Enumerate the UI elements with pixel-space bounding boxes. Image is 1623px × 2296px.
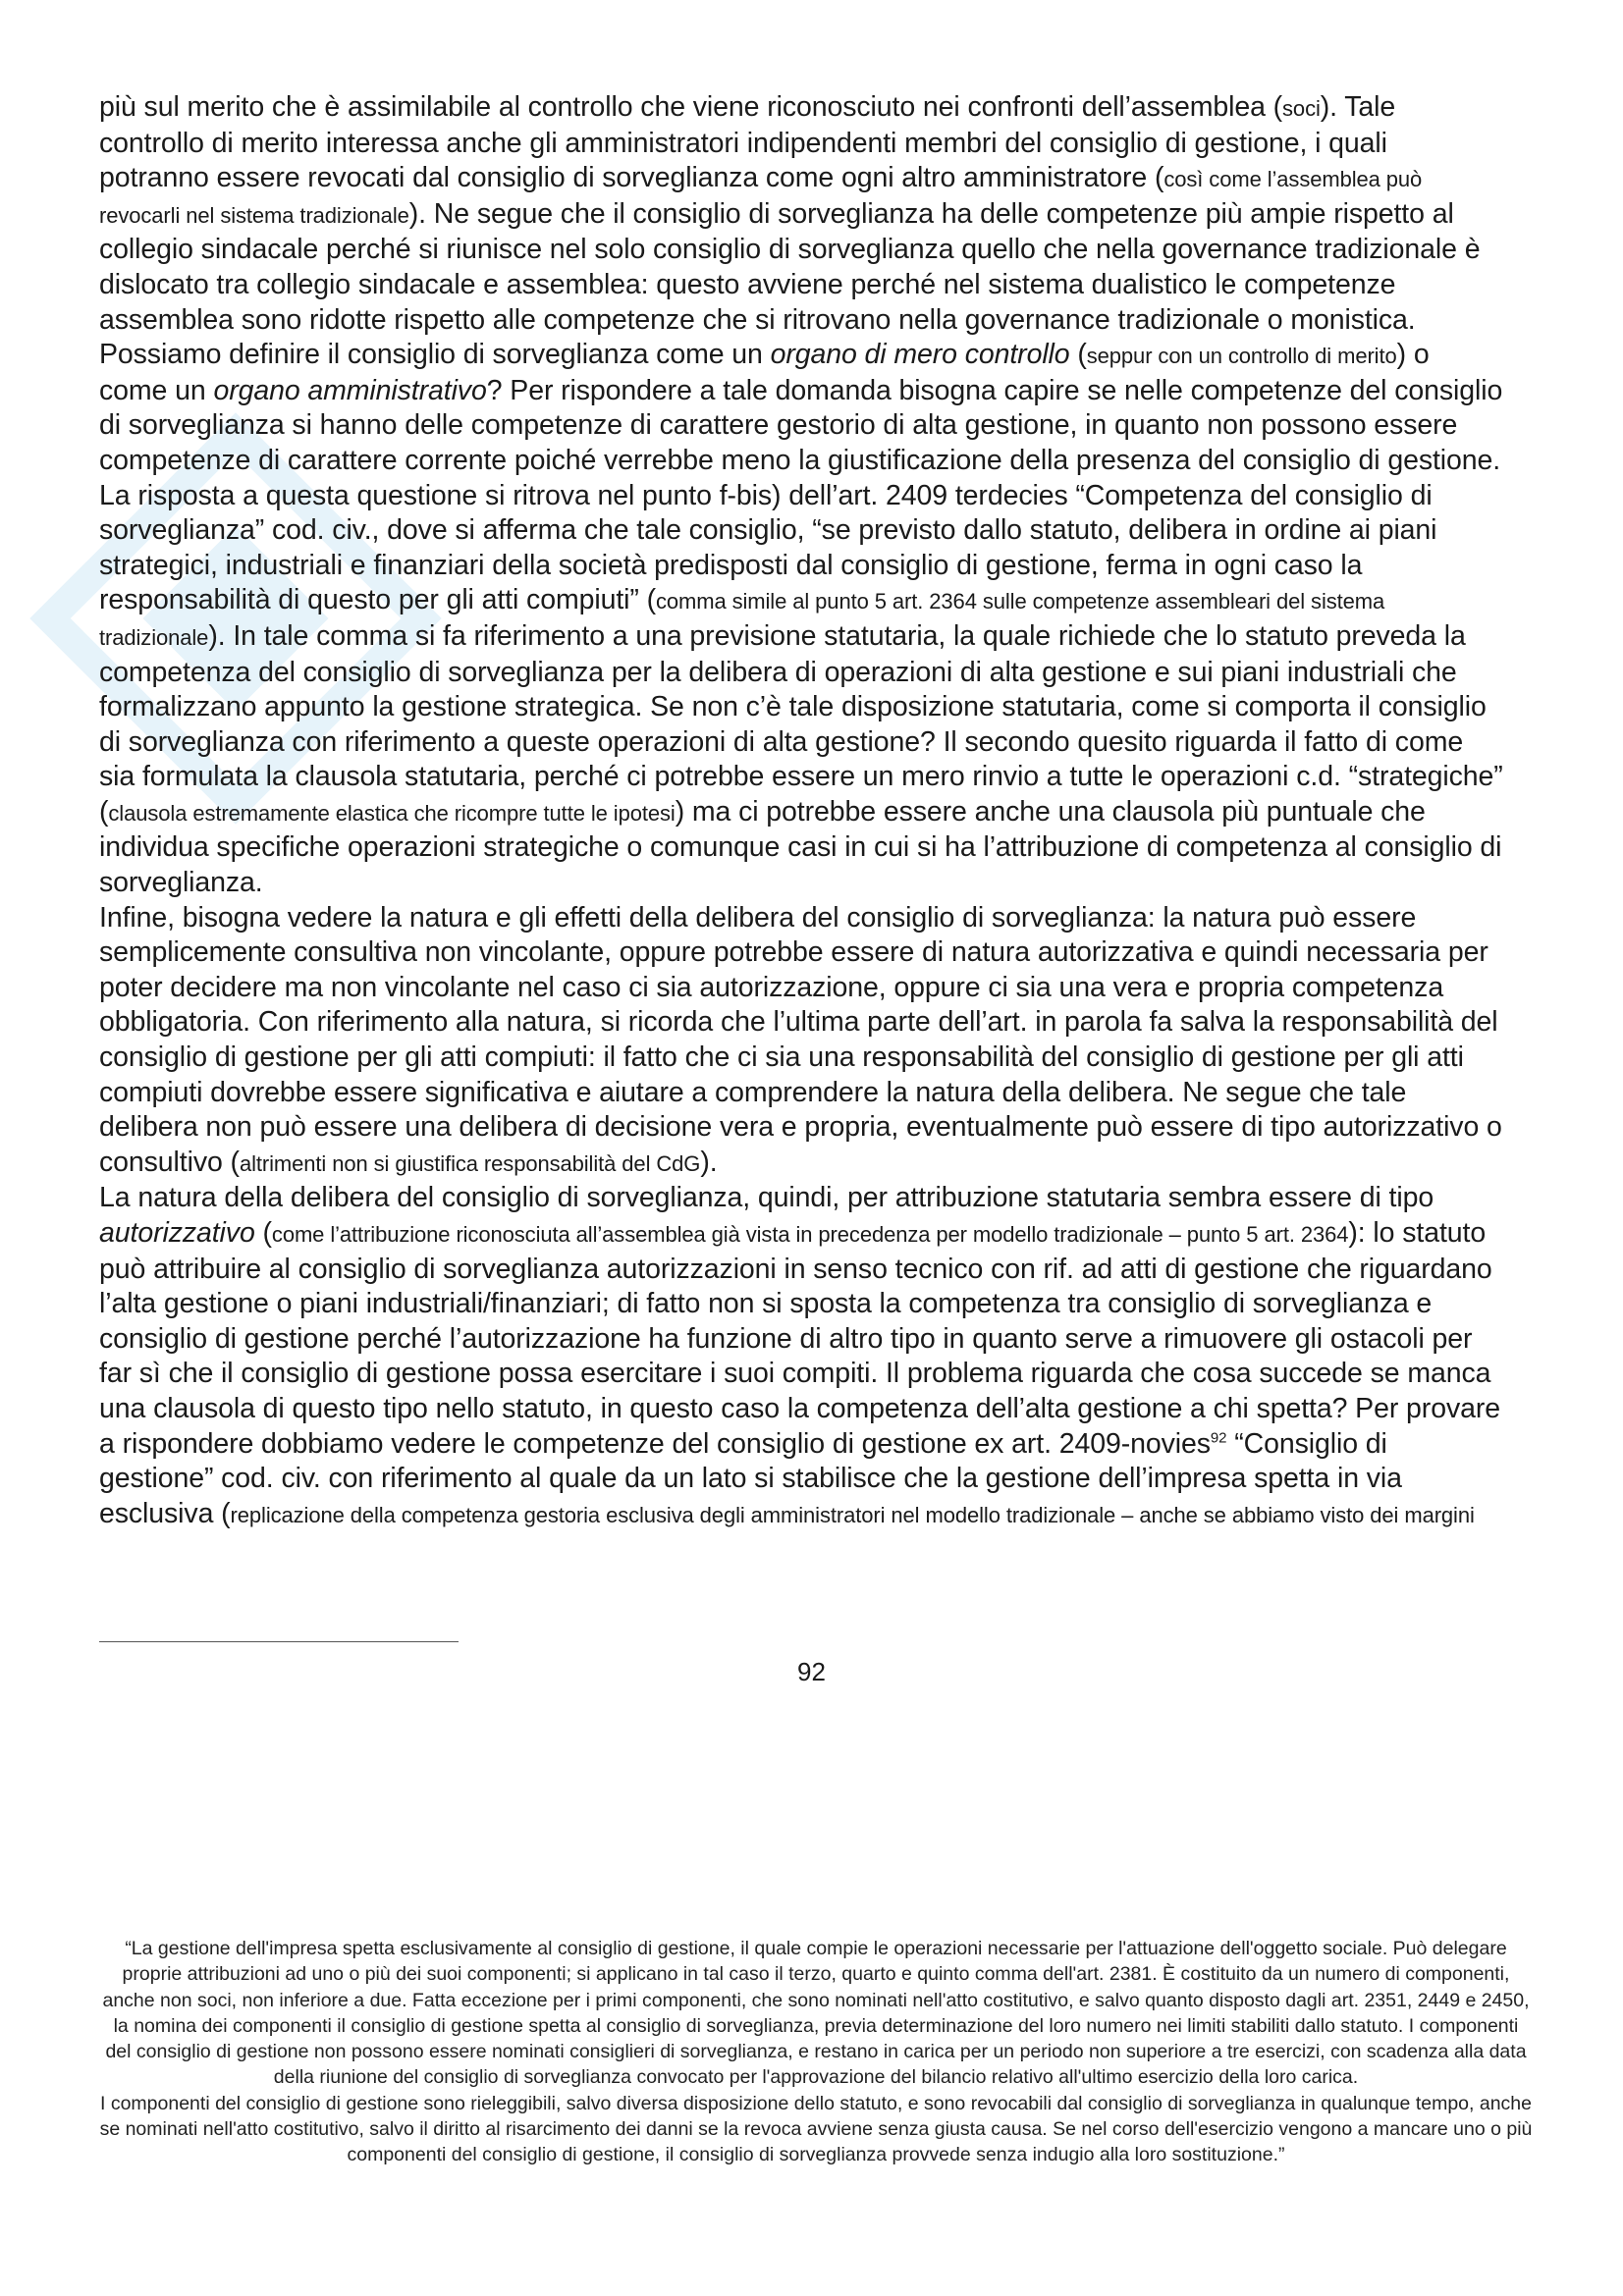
page-number: 92	[797, 1657, 826, 1686]
text-run: La risposta a questa questione si ritrova nel punto f-bis) dell’art. 2409 terdecies “Competenza del consiglio di sorveglianza” cod. civ., dove si afferma che tale consiglio, “se previsto dallo statuto, delibera in ordine ai piani strategici, industriali e finanziari della società predisposti dal consiglio di gestione, ferma in ogni caso la responsabilità di questo per gli atti compiuti” (	[99, 479, 1437, 616]
text-run: ) ma ci potrebbe essere anche una clausola più puntuale che individua specifiche operazioni strategiche o comunque casi in cui si ha l’attribuzione di competenza al consiglio di sorveglianza.	[99, 795, 1502, 899]
text-run: Possiamo definire il consiglio di sorveglianza come un	[99, 339, 771, 371]
text-run: ? Per rispondere a tale domanda bisogna capire se nelle competenze del consiglio di sorveglianza si hanno delle competenze di carattere gestorio di alta gestione, in quanto non possono essere competenze di carattere corrente poiché verrebbe meno la giustificazione della presenza del consiglio di gestione.	[99, 374, 1503, 476]
paragraph	[99, 1181, 1503, 1532]
text-run: ): lo statuto può attribuire al consiglio di sorveglianza autorizzazioni in senso tecnico con rif. ad atti di gestione che riguardano l’alta gestione o piani industriali/finanziari; di fatto non si sposta la competenza tra consiglio di sorveglianza e consiglio di gestione perché l’autorizzazione ha funzione di altro tipo in quanto serve a rimuovere gli ostacoli per far sì che il consiglio di gestione possa esercitare i suoi compiti. Il problema riguarda che cosa succede se manca una clausola di questo tipo nello statuto, in questo caso la competenza dell’alta gestione a chi spetta? Per provare a rispondere dobbiamo vedere le competenze del consiglio di gestione ex art. 2409-novies	[99, 1217, 1500, 1460]
text-run: (	[1069, 339, 1087, 371]
parenthetical-run: altrimenti non si giustifica responsabilità del CdG	[239, 1150, 701, 1176]
parenthetical-run: soci	[1282, 96, 1321, 121]
text-run: ). Ne segue che il consiglio di sorveglianza ha delle competenze più ampie rispetto al collegio sindacale perché si riunisce nel solo consiglio di sorveglianza quello che nella governance tradizionale è dislocato tra collegio sindacale e assemblea: questo avviene perché nel sistema dualistico le competenze assemblea sono ridotte rispetto alle competenze che si ritrovano nella governance tradizionale o monistica.	[99, 197, 1481, 336]
paragraph	[99, 479, 1503, 901]
text-run: ). Tale controllo di merito interessa anche gli amministratori indipendenti membri del consiglio di gestione, i quali potranno essere revocati dal consiglio di sorveglianza come ogni altro amministratore (	[99, 91, 1396, 194]
footnote-paragraph: “La gestione dell'impresa spetta esclusivamente al consiglio di gestione, il quale compie le operazioni necessarie per l'attuazione dell'oggetto sociale. Può delegare proprie attribuzioni ad uno o più dei suoi componenti; si applicano in tal caso il terzo, quarto e quinto comma dell'art. 2381. È costituito da un numero di componenti, anche non soci, non inferiore a due. Fatta eccezione per i primi componenti, che sono nominati nell'atto costitutivo, e salvo quanto disposto dagli art. 2351, 2449 e 2450, la nomina dei componenti il consiglio di gestione spetta al consiglio di sorveglianza, previa determinazione del loro numero nei limiti stabiliti dallo statuto. I componenti del consiglio di gestione non possono essere nominati consiglieri di sorveglianza, e restano in carica per un periodo non superiore a tre esercizi, con scadenza alla data della riunione del consiglio di sorveglianza convocato per l'approvazione del bilancio relativo all'ultimo esercizio della loro carica.	[102, 1938, 1530, 2089]
footnote	[99, 1936, 1533, 2168]
footnote-separator	[99, 1641, 459, 1642]
italic-run: organo di mero controllo	[770, 339, 1070, 371]
text-run: La natura della delibera del consiglio di sorveglianza, quindi, per attribuzione statutaria sembra essere di tipo	[99, 1182, 1434, 1214]
parenthetical-run: così come l’assemblea può revocarli nel sistema tradizionale	[99, 167, 1423, 228]
paragraph	[99, 901, 1503, 1182]
italic-run: organo amministrativo	[213, 374, 487, 406]
footnote-ref: 92	[1210, 1429, 1227, 1447]
italic-run: autorizzativo	[99, 1217, 255, 1249]
footnote-paragraph: I componenti del consiglio di gestione sono rieleggibili, salvo diversa disposizione dello statuto, e sono revocabili dal consiglio di sorveglianza in qualunque tempo, anche se nominati nell'atto costitutivo, salvo il diritto al risarcimento dei danni se la revoca avviene senza giusta causa. Se nel corso dell'esercizio vengono a mancare uno o più componenti del consiglio di gestione, il consiglio di sorveglianza provvede senza indugio alla loro sostituzione.”	[99, 2092, 1533, 2166]
text-run: ).	[700, 1146, 718, 1178]
paragraph	[99, 338, 1503, 478]
parenthetical-run: seppur con un controllo di merito	[1086, 344, 1397, 369]
parenthetical-run: clausola estremamente elastica che ricompre tutte le ipotesi	[108, 800, 676, 826]
text-run: Infine, bisogna vedere la natura e gli effetti della delibera del consiglio di sorveglianza: la natura può essere semplicemente consultiva non vincolante, oppure potrebbe essere di natura autorizzativa e quindi necessaria per poter decidere ma non vincolante nel caso ci sia autorizzazione, oppure ci sia una vera e propria competenza obbligatoria. Con riferimento alla natura, si ricorda che l’ultima parte dell’art. in parola fa salva la responsabilità del consiglio di gestione per gli atti compiuti: il fatto che ci sia una responsabilità del consiglio di gestione per gli atti compiuti dovrebbe essere significativa e aiutare a comprendere la natura della delibera. Ne segue che tale delibera non può essere una delibera di decisione vera e propria, eventualmente può essere di tipo autorizzativo o consultivo (	[99, 901, 1502, 1178]
text-run: “Consiglio di gestione” cod. civ. con riferimento al quale da un lato si stabilisce che la gestione dell’impresa spetta in via esclusiva (	[99, 1427, 1402, 1529]
text-run: più sul merito che è assimilabile al controllo che viene riconosciuto nei confronti dell’assemblea (	[99, 91, 1283, 123]
parenthetical-run: come l’attribuzione riconosciuta all’assemblea già vista in precedenza per modello tradizionale – punto 5 art. 2364	[271, 1222, 1349, 1247]
paragraph	[99, 90, 1503, 338]
parenthetical-run: comma simile al punto 5 art. 2364 sulle competenze assembleari del sistema tradizionale	[99, 589, 1385, 650]
text-run: ). In tale comma si fa riferimento a una previsione statutaria, la quale richiede che lo statuto preveda la competenza del consiglio di sorveglianza per la delibera di operazioni di alta gestione e sui piani industriali che formalizzano appunto la gestione strategica. Se non c’è tale disposizione statutaria, come si comporta il consiglio di sorveglianza con riferimento a queste operazioni di alta gestione? Il secondo quesito riguarda il fatto di come sia formulata la clausola statutaria, perché ci potrebbe essere un mero rinvio a tutte le operazioni c.d. “strategiche” (	[99, 619, 1503, 828]
document-body	[99, 90, 1503, 1532]
text-run: (	[254, 1217, 272, 1249]
parenthetical-run: replicazione della competenza gestoria esclusiva degli amministratori nel modello tradizionale – anche se abbiamo visto dei margini	[230, 1502, 1475, 1527]
text-run: ) o come un	[99, 339, 1430, 406]
